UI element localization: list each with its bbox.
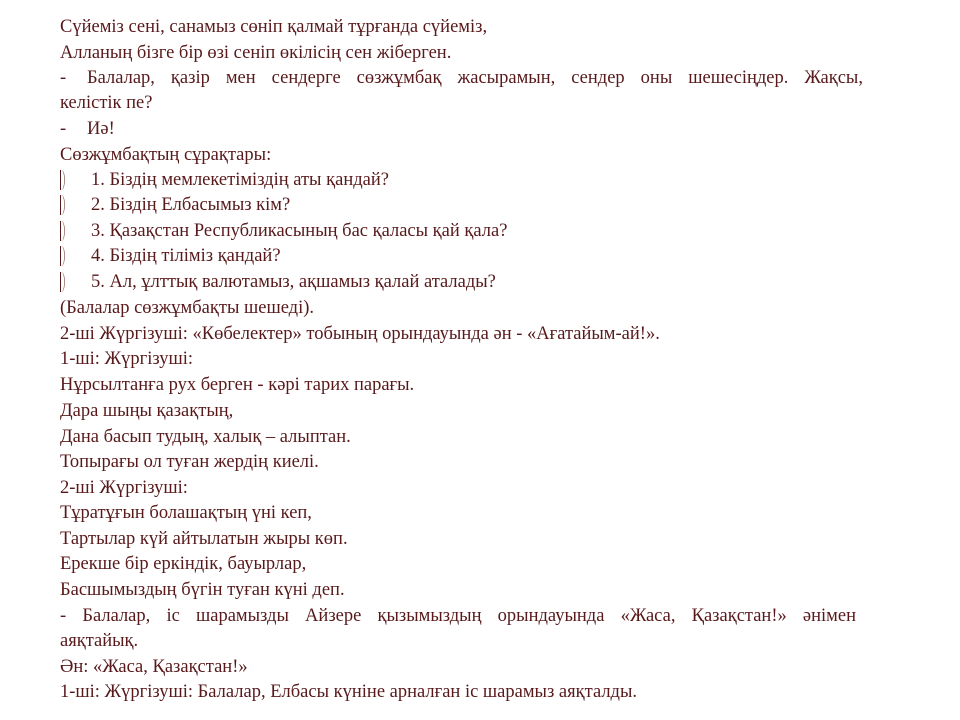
text-line: Балалар, қазір мен сендерге сөзжұмбақ жасырамын, сендер оны шешесіңдер. Жақсы, [87,68,863,88]
text-line: 1-ші: Жүргізуші: [60,349,194,369]
text-line: Сөзжұмбақтың сұрақтары: [60,145,272,165]
text-line: Тұратұғын болашақтың үні кеп, [60,503,312,523]
text-line: (Балалар сөзжұмбақты шешеді). [60,298,315,318]
text-line: Дара шыңы қазақтың, [60,401,234,421]
text-line: Нұрсылтанға рух берген - кәрі тарих парағы. [60,375,415,395]
question-item: 2. Біздің Елбасымыз кім? [91,195,291,215]
bracket-bullet-icon [60,272,68,292]
dash-marker: - [60,119,67,139]
text-line: 1-ші: Жүргізуші: Балалар, Елбасы күніне арналған іс шарамыз аяқталды. [60,682,638,702]
question-item: 4. Біздің тіліміз қандай? [91,246,281,266]
text-line: Тартылар күй айтылатын жыры көп. [60,529,348,549]
text-line: Дана басып тудың, халық – алыптан. [60,427,351,447]
text-line: Топырағы ол туған жердің киелі. [60,452,319,472]
question-item: 5. Ал, ұлттық валютамыз, ақшамыз қалай аталады? [91,272,496,292]
text-line: 2-ші Жүргізуші: «Көбелектер» тобының орындауында ән - «Ағатайым-ай!». [60,324,660,344]
text-line: Сүйеміз сені, санамыз сөніп қалмай тұрғанда сүйеміз, [60,17,488,37]
dash-marker: - [60,68,67,88]
text-line: Басшымыздың бүгін туған күні деп. [60,580,345,600]
text-line: келістік пе? [60,93,153,113]
text-line: Ән: «Жаса, Қазақстан!» [60,657,248,677]
bracket-bullet-icon [60,195,68,215]
text-line: Иә! [87,119,115,139]
question-item: 3. Қазақстан Республикасының бас қаласы қай қала? [91,221,508,241]
text-line: 2-ші Жүргізуші: [60,478,188,498]
text-line: - Балалар, іс шарамызды Айзере қызымыздың орындауында «Жаса, Қазақстан!» әнімен [60,606,856,626]
text-line: аяқтайық. [60,631,139,651]
text-line: Алланың бізге бір өзі сеніп өкілісің сен жіберген. [60,43,452,63]
bracket-bullet-icon [60,221,68,241]
question-item: 1. Біздің мемлекетіміздің аты қандай? [91,170,389,190]
bracket-bullet-icon [60,246,68,266]
text-line: Ерекше бір еркіндік, бауырлар, [60,554,307,574]
bracket-bullet-icon [60,170,68,190]
